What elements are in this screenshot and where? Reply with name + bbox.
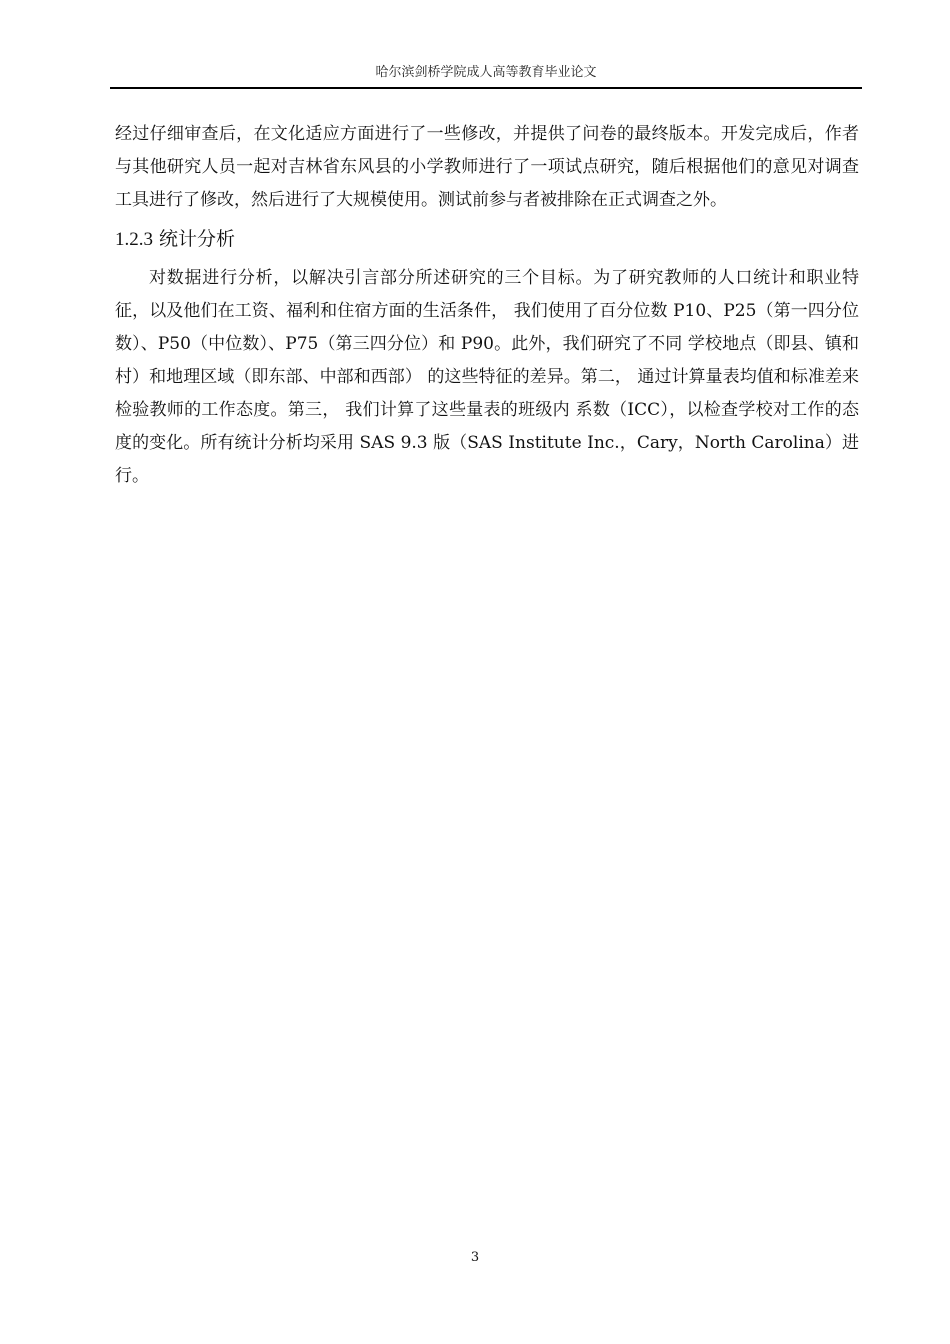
header-rule [110, 87, 862, 89]
document-body [115, 118, 859, 493]
section-heading [115, 223, 859, 256]
page-number: 3 [470, 1250, 480, 1265]
body-paragraph-1: 经过仔细审查后，在文化适应方面进行了一些修改，并提供了问卷的最终版本。开发完成后，作者与其他研究人员一起对吉林省东风县的小学教师进行了一项试点研究，随后根据他们的意见对调查工具进行了修改，然后进行了大规模使用。测试前参与者被排除在正式调查之外。 [115, 124, 859, 210]
section-number: 1.2.3 [115, 229, 153, 250]
section-title: 统计分析 [159, 228, 236, 250]
running-header: 哈尔滨剑桥学院成人高等教育毕业论文 [375, 65, 597, 80]
body-paragraph-2: 对数据进行分析，以解决引言部分所述研究的三个目标。为了研究教师的人口统计和职业特征，以及他们在工资、福利和住宿方面的生活条件， 我们使用了百分位数 P10、P25（第一四分位数）、P50（中位数）、P75（第三四分位）和 P90。此外，我们研究了不同 学校地点（即县、镇和村）和地理区域（即东部、中部和西部） 的这些特征的差异。第二， 通过计算量表均值和标准差来检验教师的工作态度。第三， 我们计算了这些量表的班级内 系数（ICC），以检查学校对工作的态度的变化。所有统计分析均采用 SAS 9.3 版（SAS Institute Inc.，Cary，North Carolina）进行。 [115, 268, 859, 486]
